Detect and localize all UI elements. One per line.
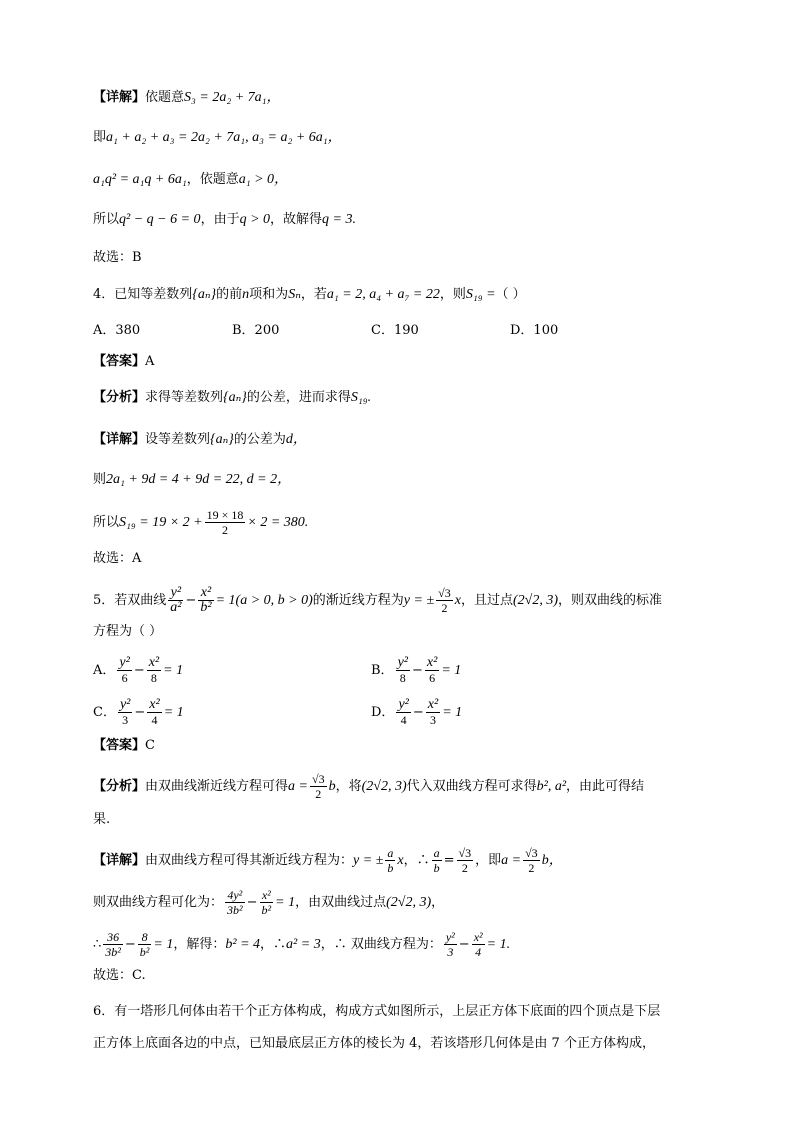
fraction (385, 846, 395, 875)
numerator: y² (445, 930, 455, 944)
equation: = 1 (441, 663, 462, 678)
text: 的渐近线方程为 (312, 593, 404, 608)
prev-choice: 故选：B (93, 250, 142, 265)
equation: a = (501, 853, 522, 868)
q5-stem-line-2: 方程为（ ） (93, 624, 163, 639)
denominator: 2 (221, 523, 228, 537)
q5-detail-line-3: ∴ $\frac{36}{\text{3b²}}$ − $\frac{8}{\text{b²}}$ = 1，解得：b² = 4，∴a² = 3，∴ 双曲线方程为： $\frac{\text{y²}}{3}$ − $\frac{\text{x²}}{4}$ = 1. (93, 930, 511, 959)
equation: y = ± (353, 853, 384, 868)
text: 5．若双曲线 (93, 593, 167, 608)
text: ∴ (93, 937, 102, 952)
fraction (396, 656, 410, 685)
denominator: 4 (475, 945, 482, 959)
equation: S₁₉. (350, 390, 372, 405)
denominator: a² (170, 600, 182, 615)
text: 所以 (93, 515, 120, 530)
equation: S₁₉ = (465, 287, 496, 302)
analysis-label: 【分析】 (93, 779, 146, 794)
equation: a₁q² = a₁q + 6a₁ (93, 172, 187, 187)
equation: n (242, 287, 250, 302)
numerator: x² (149, 697, 160, 712)
denominator: 3 (447, 945, 454, 959)
q4-detail-line-3 (93, 508, 308, 537)
text: ，由于 (200, 212, 240, 227)
denominator: 4 (400, 713, 407, 727)
numerator: 8 (138, 930, 152, 945)
equation: d， (285, 432, 307, 447)
q5-stem-line-1 (93, 586, 662, 615)
numerator: a (433, 846, 440, 860)
fraction (425, 656, 439, 685)
equation: S₁₉ = 19 × 2 + (119, 515, 203, 530)
prev-line-2 (93, 128, 342, 148)
q6-stem-line-2: 正方体上底面各边的中点，已知最底层正方体的棱长为 4，若该塔形几何体是由 7 个正方体构成， (93, 1036, 655, 1051)
text: ，将 (335, 779, 362, 794)
denominator: b² (200, 600, 212, 615)
denominator: 2 (441, 601, 448, 615)
q4-detail (93, 430, 307, 450)
q4-choice: 故选：A (93, 551, 142, 566)
denominator: b (387, 861, 394, 875)
fraction (523, 846, 540, 875)
fraction (147, 698, 161, 727)
numerator: y² (398, 697, 409, 712)
text: ，则双曲线的标准 (557, 593, 662, 608)
equation: b² = 4 (225, 937, 261, 952)
text: ， (431, 895, 445, 910)
text: 代入双曲线方程可求得 (406, 779, 537, 794)
fraction (225, 888, 245, 917)
numerator: √3 (525, 846, 538, 860)
answer-value: C (145, 738, 155, 753)
text: 的公差，进而求得 (246, 390, 351, 405)
fraction (426, 698, 440, 727)
text: 则双曲线方程可化为： (93, 895, 224, 910)
equation: a₁ + a₂ + a₃ = 2a₂ + 7a₁, a₃ = a₂ + 6a₁， (106, 130, 342, 145)
text: 所以 (93, 212, 120, 227)
answer-label: 【答案】 (93, 354, 146, 369)
denominator: 6 (121, 671, 128, 685)
numerator: y² (168, 586, 183, 601)
equation: b (328, 779, 336, 794)
fraction (138, 930, 152, 959)
q5-analysis-line-2: 果. (93, 812, 111, 827)
analysis-label: 【分析】 (93, 390, 146, 405)
equation: 2a₁ + 9d = 4 + 9d = 22, d = 2， (106, 472, 292, 487)
equation: (2√2, 3) (361, 779, 407, 794)
equation: (2√2, 3) (512, 593, 558, 608)
text: ，若 (300, 287, 327, 302)
equation: b， (541, 853, 563, 868)
numerator: x² (198, 586, 213, 601)
fraction (205, 508, 246, 537)
text: 由双曲线方程可得其渐近线方程为： (145, 853, 354, 868)
equation: = 1 (163, 663, 184, 678)
q4-detail-line-2 (93, 470, 291, 490)
fraction (436, 586, 453, 615)
numerator: y² (119, 697, 131, 712)
numerator: √3 (311, 772, 325, 786)
prev-line-4 (93, 210, 356, 230)
denominator: 2 (461, 861, 468, 875)
equation: (2√2, 3) (386, 895, 432, 910)
denominator: 3b² (227, 903, 243, 917)
text: 依题意 (145, 90, 185, 105)
text: 设等差数列 (145, 432, 211, 447)
q4-analysis (93, 388, 371, 408)
equation: × 2 = 380. (247, 515, 309, 530)
q4-answer (93, 352, 154, 372)
text: ，∴ (260, 937, 287, 952)
fraction (147, 656, 161, 685)
equation: x (454, 593, 461, 608)
equation: = 1 (153, 937, 174, 952)
text: 求得等差数列 (145, 390, 224, 405)
equation: b², a² (536, 779, 567, 794)
equation: = 1(a > 0, b > 0) (215, 593, 313, 608)
numerator: a (387, 846, 394, 860)
detail-label: 【详解】 (93, 90, 146, 105)
equation: = 1. (486, 937, 511, 952)
equation: = 1 (163, 705, 184, 720)
answer-value: A (145, 354, 155, 369)
q5-detail-line-2: 则双曲线方程可化为： $\frac{\text{4y²}}{\text{3b²}}$ − $\frac{\text{x²}}{\text{b²}}$ = 1，由双曲线过点(2√2, 3)， (93, 888, 445, 917)
fraction (198, 586, 213, 615)
fraction (260, 888, 274, 917)
q4-stem (93, 285, 526, 305)
q5-option-a[interactable]: A． $\frac{\text{y²}}{6}$ − $\frac{\text{x²}}{8}$ = 1 (93, 655, 184, 685)
fraction (118, 698, 132, 727)
fraction (103, 930, 123, 959)
numerator: 19 × 18 (206, 508, 244, 522)
text: 的公差为 (233, 432, 286, 447)
equation: x (397, 853, 404, 868)
text: 的前 (216, 287, 243, 302)
equation: = 1 (442, 705, 463, 720)
equation: a² = 3 (286, 937, 321, 952)
equation: {aₙ} (192, 287, 217, 302)
denominator: 3 (122, 713, 129, 727)
denominator: b² (139, 945, 150, 959)
equation: a₁ > 0， (238, 172, 289, 187)
equation: q = 3. (322, 212, 356, 227)
q6-stem-line-1: 6．有一塔形几何体由若干个正方体构成，构成方式如图所示，上层正方体下底面的四个顶点是下层 (93, 1004, 661, 1019)
equation: y = ± (403, 593, 435, 608)
fraction (168, 586, 183, 615)
denominator: 2 (315, 787, 322, 801)
fraction (472, 930, 485, 959)
denominator: 8 (150, 671, 157, 685)
numerator: y² (119, 655, 130, 670)
q5-option-c[interactable]: C． $\frac{\text{y²}}{3}$ − $\frac{\text{x²}}{4}$ = 1 (93, 697, 184, 727)
q5-analysis-line-1 (93, 772, 644, 801)
text: ，由双曲线过点 (295, 895, 387, 910)
equation: Sₙ (288, 287, 301, 302)
text: ，即 (475, 853, 502, 868)
denominator: b² (261, 903, 272, 917)
q5-choice: 故选：C. (93, 968, 146, 983)
q4-option-b[interactable]: B．200 (232, 323, 280, 338)
text: ，解得： (173, 937, 226, 952)
text: 则 (93, 472, 107, 487)
denominator: b (433, 861, 440, 875)
q4-option-a[interactable]: A．380 (93, 323, 141, 338)
equation: S₃ = 2a₂ + 7a₁， (184, 90, 281, 105)
text: ，则 (439, 287, 466, 302)
numerator: x² (427, 697, 439, 712)
denominator: 6 (429, 671, 436, 685)
q5-detail-line-1 (93, 846, 563, 875)
operator: − (185, 593, 197, 608)
option-label: C． (93, 705, 116, 720)
text: 项和为 (249, 287, 289, 302)
q5-answer (93, 736, 155, 756)
numerator: x² (473, 930, 483, 944)
fraction (396, 698, 410, 727)
option-label: B． (371, 663, 394, 678)
fraction (457, 846, 474, 875)
numerator: 36 (103, 930, 123, 945)
q4-option-c[interactable]: C．190 (371, 323, 419, 338)
numerator: √3 (458, 846, 472, 860)
text: 即 (93, 130, 107, 145)
numerator: √3 (438, 586, 451, 600)
text: ，依题意 (186, 172, 239, 187)
detail-label: 【详解】 (93, 853, 146, 868)
denominator: 4 (151, 713, 158, 727)
equation: {aₙ} (210, 432, 234, 447)
denominator: 8 (399, 671, 406, 685)
text: ，故解得 (270, 212, 323, 227)
text: ，∴ (403, 853, 430, 868)
answer-label: 【答案】 (93, 738, 146, 753)
equation: a₁ = 2, a₄ + a₇ = 22 (326, 287, 440, 302)
text: 由双曲线渐近线方程可得 (145, 779, 289, 794)
fraction (310, 772, 327, 801)
text: （ ） (495, 287, 526, 302)
text: ，由此可得结 (566, 779, 645, 794)
text: ，且过点 (460, 593, 513, 608)
equation: q > 0 (239, 212, 271, 227)
q5-option-d[interactable]: D． $\frac{\text{y²}}{4}$ − $\frac{\text{x²}}{3}$ = 1 (371, 697, 463, 727)
numerator: x² (148, 655, 160, 670)
option-label: A． (93, 663, 116, 678)
denominator: 3 (429, 713, 436, 727)
numerator: y² (397, 655, 408, 670)
numerator: x² (260, 888, 274, 903)
text: 4．已知等差数列 (93, 287, 193, 302)
detail-label: 【详解】 (93, 432, 146, 447)
numerator: x² (426, 655, 438, 670)
option-label: D． (371, 705, 395, 720)
equation: a = (288, 779, 308, 794)
q4-option-d[interactable]: D．100 (510, 323, 559, 338)
text: ，∴ 双曲线方程为： (320, 937, 442, 952)
fraction (444, 930, 457, 959)
prev-line-3 (93, 170, 288, 190)
prev-detail-line (93, 88, 281, 108)
denominator: 3b² (105, 945, 121, 959)
equation: {aₙ} (223, 390, 247, 405)
q5-option-b[interactable]: B． $\frac{\text{y²}}{8}$ − $\frac{\text{x²}}{6}$ = 1 (371, 655, 462, 685)
numerator: 4y² (225, 888, 245, 903)
fraction (432, 846, 442, 875)
fraction (117, 656, 131, 685)
equation: q² − q − 6 = 0 (119, 212, 201, 227)
denominator: 2 (528, 861, 535, 875)
operator: = (443, 853, 455, 868)
equation: = 1 (275, 895, 296, 910)
